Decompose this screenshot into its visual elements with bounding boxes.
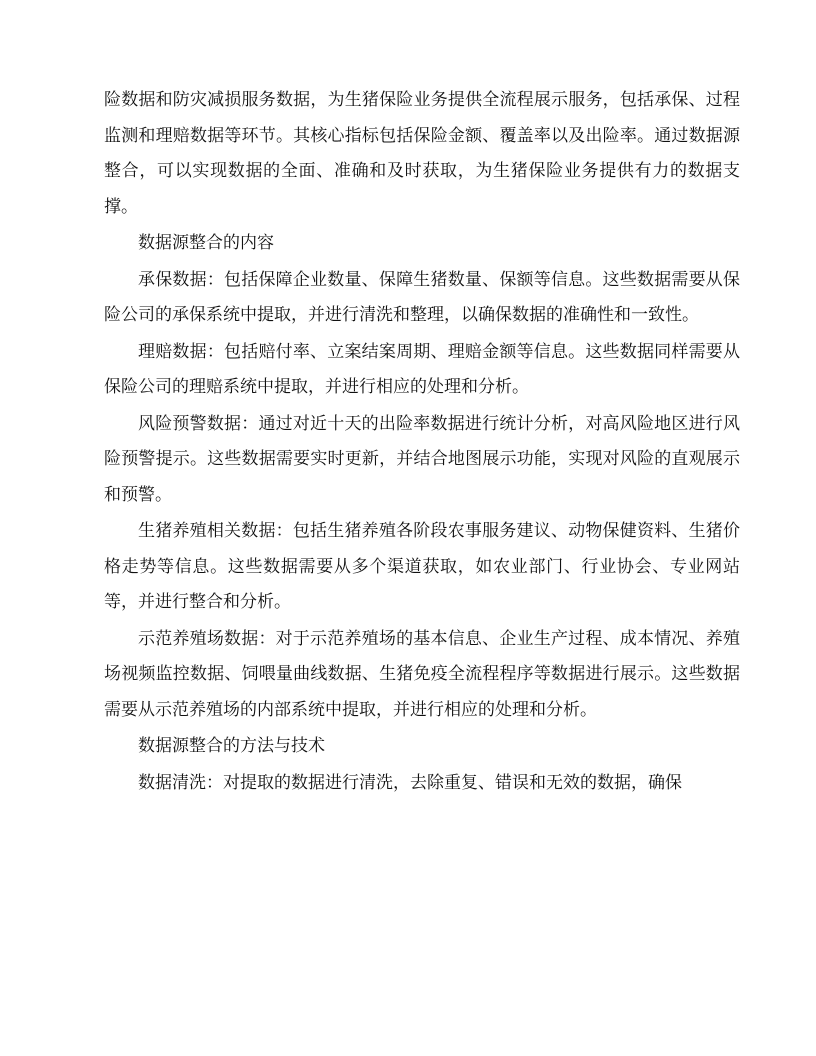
- paragraph-pig-farming-data: 生猪养殖相关数据：包括生猪养殖各阶段农事服务建议、动物保健资料、生猪价格走势等信息。这些数据需要从多个渠道获取，如农业部门、行业协会、专业网站等，并进行整合和分析。: [104, 521, 740, 612]
- paragraph-intro-continued: 险数据和防灾减损服务数据，为生猪保险业务提供全流程展示服务，包括承保、过程监测和理赔数据等环节。其核心指标包括保险金额、覆盖率以及出险率。通过数据源整合，可以实现数据的全面、准确和及时获取，为生猪保险业务提供有力的数据支撑。: [104, 90, 740, 217]
- paragraph-claims-data: 理赔数据：包括赔付率、立案结案周期、理赔金额等信息。这些数据同样需要从保险公司的理赔系统中提取，并进行相应的处理和分析。: [104, 341, 740, 397]
- document-body: [104, 83, 740, 802]
- section-heading-methods-techniques: 数据源整合的方法与技术: [138, 736, 325, 756]
- paragraph-underwriting-data: 承保数据：包括保障企业数量、保障生猪数量、保额等信息。这些数据需要从保险公司的承保系统中提取，并进行清洗和整理，以确保数据的准确性和一致性。: [104, 269, 740, 325]
- section-heading-integration-content: 数据源整合的内容: [138, 233, 274, 253]
- paragraph-demo-farm-data: 示范养殖场数据：对于示范养殖场的基本信息、企业生产过程、成本情况、养殖场视频监控数据、饲喂量曲线数据、生猪免疫全流程程序等数据进行展示。这些数据需要从示范养殖场的内部系统中提取，并进行相应的处理和分析。: [104, 628, 740, 720]
- paragraph-risk-warning-data: 风险预警数据：通过对近十天的出险率数据进行统计分析，对高风险地区进行风险预警提示。这些数据需要实时更新，并结合地图展示功能，实现对风险的直观展示和预警。: [104, 413, 740, 505]
- paragraph-data-cleaning: 数据清洗：对提取的数据进行清洗，去除重复、错误和无效的数据，确保: [138, 772, 682, 793]
